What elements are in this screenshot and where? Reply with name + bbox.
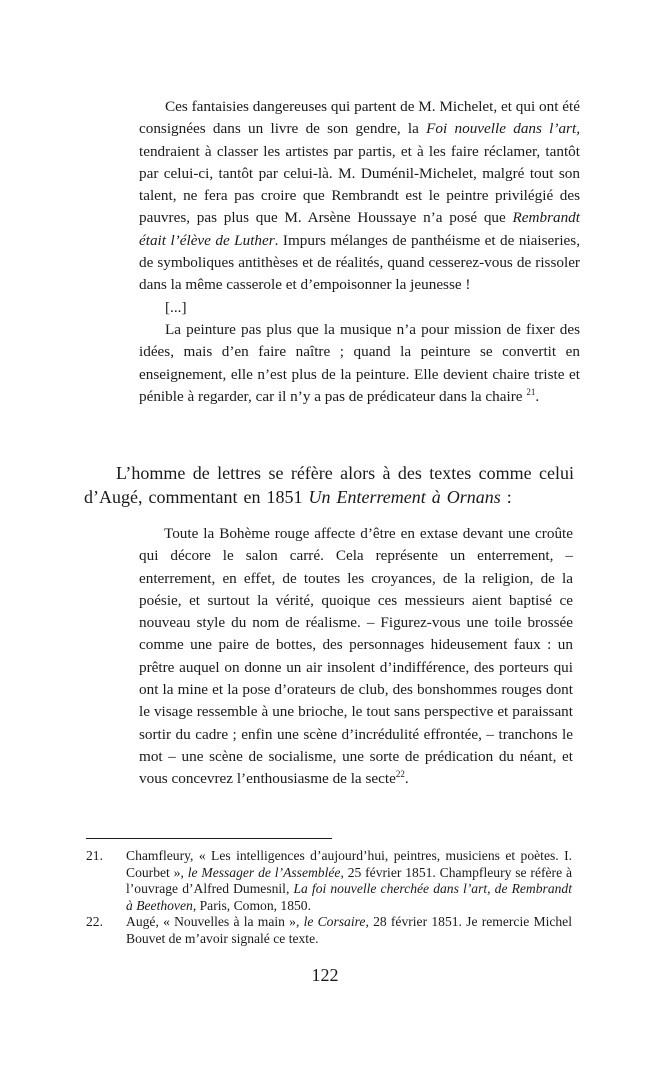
- block-quote-auge: [139, 523, 573, 791]
- footnote-divider: [86, 838, 332, 839]
- footnote-ref-22: 22: [395, 769, 405, 780]
- body-paragraph: L’homme de lettres se réfère alors à des textes comme celui d’Augé, commentant en 1851 Un Enterrement à Ornans :: [84, 463, 574, 507]
- footnote-ref-21: 21: [526, 386, 536, 397]
- footnote-number: 21.: [86, 848, 103, 863]
- footnotes: [86, 848, 572, 947]
- footnote-21: 21. Chamfleury, « Les intelligences d’aujourd’hui, peintres, musiciens et poètes. I. Courbet », le Messager de l’Assemblée, 25 février 1851. Champfleury se réfère à l’ouvrage d’Alfred Dumesnil, La foi nouvelle cherchée dans l’art, de Rembrandt à Beethoven, Paris, Comon, 1850.: [86, 848, 572, 913]
- page-number: 122: [311, 965, 339, 985]
- footnote-22: 22. Augé, « Nouvelles à la main », le Corsaire, 28 février 1851. Je remercie Michel Bouvet de m’avoir signalé ce texte.: [86, 914, 572, 946]
- footnote-number: 22.: [86, 914, 103, 929]
- quote-paragraph: Toute la Bohème rouge affecte d’être en extase devant une croûte qui décore le salon carré. Cela représente un enterrement, – enterrement, en effet, de toutes les croyances, de la religion, de la poésie, et surtout la vérité, quoique ces messieurs aient baptisé ce nouveau style du nom de réalisme. – Figurez-vous une toile brossée comme une paire de bottes, des personnages hideusement faux : un prêtre auquel on donne un air insolent d’indifférence, des porteurs qui ont la mine et la pose d’orateurs de club, des bonshommes rouges dont le visage ressemble à une brioche, le tout sans perspective et paraissant sortir du cadre ; enfin une scène d’incrédulité effrontée, – tranchons le mot – une scène de socialisme, une sorte de prédication du néant, et vous concevrez l’enthousiasme de la secte$^{22}$.: [139, 525, 573, 788]
- block-quote-champfleury: [139, 96, 580, 408]
- quote-paragraph: Ces fantaisies dangereuses qui partent de M. Michelet, et qui ont été consignées dans un livre de son gendre, la Foi nouvelle dans l’art, tendraient à classer les artistes par partis, et à les faire réclamer, tantôt par celui-ci, tantôt par celui-là. M. Duménil-Michelet, malgré tout son talent, ne fera pas croire que Rembrandt est le peintre privilégié des pauvres, pas plus que M. Arsène Houssaye n’a posé que Rembrandt était l’élève de Luther. Impurs mélanges de panthéisme et de niaiseries, de symboliques antithèses et de réalités, quand cesserez-vous de rissoler dans la même casserole et d’empoisonner la jeunesse !: [139, 98, 581, 294]
- quote-ellipsis: [...]: [165, 298, 187, 316]
- quote-paragraph: La peinture pas plus que la musique n’a pour mission de fixer des idées, mais d’en faire naître ; quand la peinture se convertit en enseignement, elle n’est plus de la peinture. Elle devient chaire triste et pénible à regarder, car il n’y a pas de prédicateur dans la chaire $^{21}$.: [139, 320, 580, 405]
